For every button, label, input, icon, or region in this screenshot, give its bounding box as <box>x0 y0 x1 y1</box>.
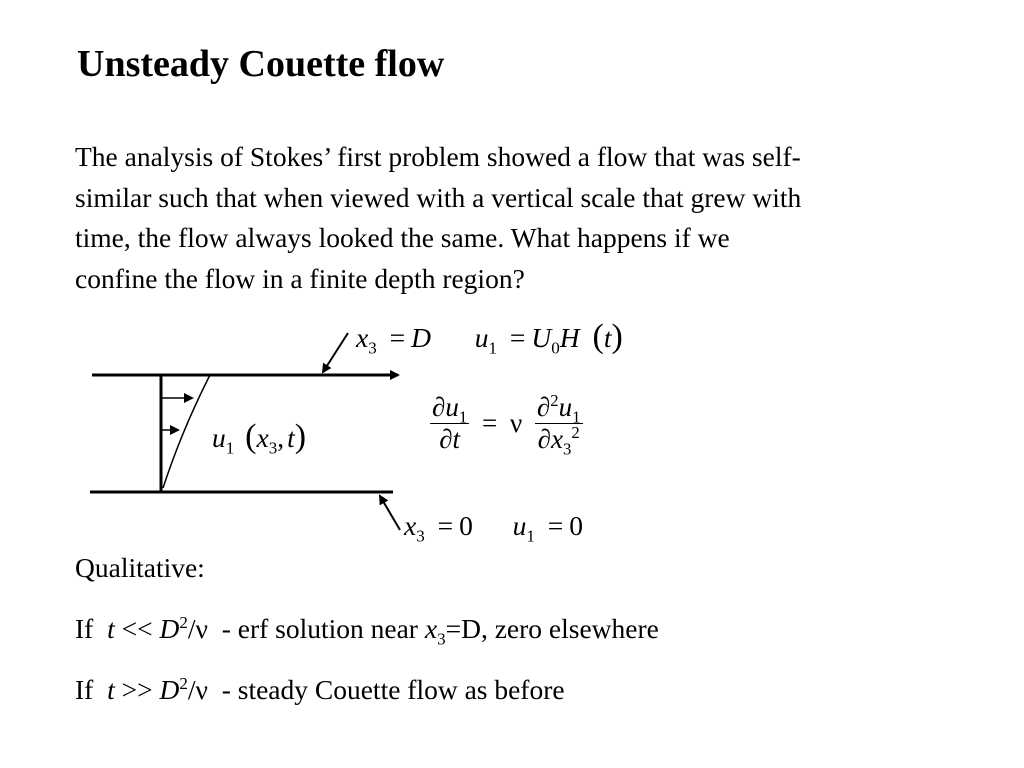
case-small-time: If $t << D^2/\nu$ - erf solution near $x_3=D$, zero elsewhere <box>75 612 659 649</box>
diffusion-equation: $\frac{\partial u_1}{\partial t}$ = ν $\frac{\partial^2u_1}{\partial x_3^2}$ <box>432 391 581 459</box>
paragraph-line: The analysis of Stokes’ first problem showed a flow that was self- <box>75 141 801 172</box>
top-bc-pointer <box>323 333 348 372</box>
qualitative-label: Qualitative: <box>75 552 205 583</box>
top-boundary-condition: $x_3 = D$ $u_1 = U_0H$ (t) <box>356 318 623 358</box>
paragraph-line: confine the flow in a finite depth region? <box>75 262 525 294</box>
profile-label: $u_1$ ($x_3$, t) <box>212 418 307 458</box>
paragraph-line: time, the flow always looked the same. What happens if we <box>75 222 730 253</box>
slide-title: Unsteady Couette flow <box>77 43 445 85</box>
bottom-bc-pointer <box>380 496 400 530</box>
case-large-time: If $t >> D^2/\nu$ - steady Couette flow as before <box>75 673 565 705</box>
velocity-profile-curve <box>163 375 210 488</box>
bottom-boundary-condition: $x_3 = 0$ $u_1 = 0$ <box>404 510 584 546</box>
paragraph-line: similar such that when viewed with a vertical scale that grew with <box>75 181 802 213</box>
